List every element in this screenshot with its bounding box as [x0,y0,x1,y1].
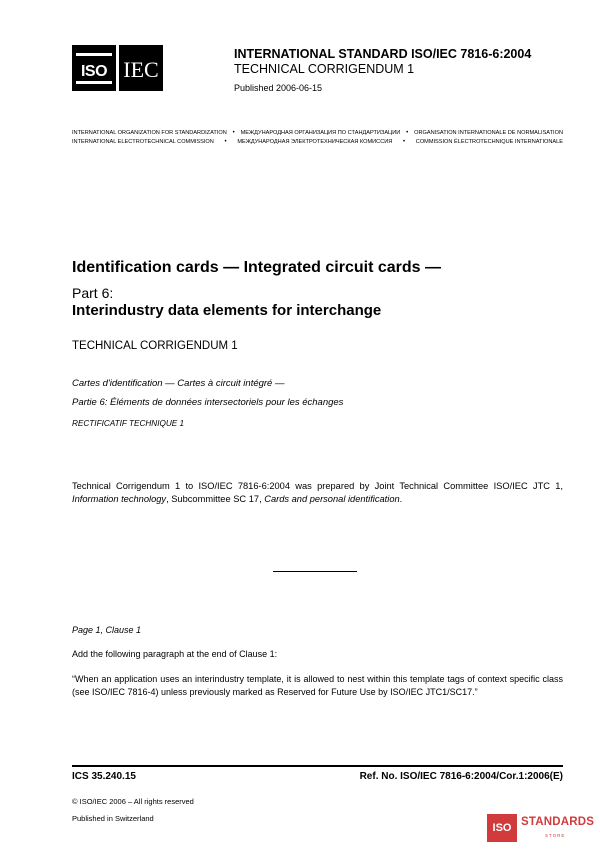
french-corrigendum-label: RECTIFICATIF TECHNIQUE 1 [72,419,185,428]
clause-reference: Page 1, Clause 1 [72,625,142,635]
org-separator: • [406,130,409,136]
intro-text-1: Technical Corrigendum 1 to ISO/IEC 7816-6:2004 was prepared by Joint Technical Committee ISO/IEC JTC 1, [72,481,563,491]
org-separator: • [402,139,406,145]
org-iso-en: INTERNATIONAL ORGANIZATION FOR STANDARDIZATION [72,130,227,136]
org-iec-en: INTERNATIONAL ELECTROTECHNICAL COMMISSION [72,139,214,145]
reference-number: Ref. No. ISO/IEC 7816-6:2004/Cor.1:2006(E) [359,771,563,782]
ics-code: ICS 35.240.15 [72,771,136,782]
iec-logo-text: IEC [123,57,159,82]
intro-text-3: . [399,494,403,504]
iso-store-watermark [487,814,595,842]
quoted-paragraph: “When an application uses an interindustry template, it is allowed to nest within this template tags of context specific class (see ISO/IEC 7816-4) unless previously marked as Reserved for Future Use by ISO/IEC JTC1/SC17.” [72,674,563,697]
iso-logo-text: ISO [80,63,108,80]
french-part-title: Partie 6: Éléments de données intersectoriels pour les échanges [72,397,344,408]
store-label: STANDARDS [521,816,595,828]
store-iso-badge: ISO [487,814,517,842]
document-title: Identification cards — Integrated circuit cards — [72,259,441,276]
standard-title: INTERNATIONAL STANDARD ISO/IEC 7816-6:2004 [234,47,532,61]
french-title: Cartes d'identification — Cartes à circuit intégré — [72,378,285,389]
org-iso-ru: МЕЖДУНАРОДНАЯ ОРГАНИЗАЦИЯ ПО СТАНДАРТИЗАЦИИ [240,130,401,136]
part-title: Interindustry data elements for interchange [72,302,382,319]
org-iso-fr: ORGANISATION INTERNATIONALE DE NORMALISATION [414,130,563,136]
corrigendum-label: TECHNICAL CORRIGENDUM 1 [234,62,415,76]
published-in: Published in Switzerland [72,814,154,823]
iso-logo [72,45,116,91]
intro-paragraph [72,480,563,506]
published-date: Published 2006-06-15 [234,83,323,93]
org-line-2 [72,139,563,145]
footer-rule [72,765,563,767]
org-separator: • [224,139,227,145]
iec-logo [119,45,163,91]
technical-corrigendum-label: TECHNICAL CORRIGENDUM 1 [72,340,238,352]
org-separator: • [232,130,235,136]
instruction-text: Add the following paragraph at the end of Clause 1: [72,649,278,659]
intro-text-2: , Subcommittee SC 17, [166,494,265,504]
org-line-1 [72,130,563,136]
copyright-notice: © ISO/IEC 2006 – All rights reserved [72,797,194,806]
org-iec-fr: COMMISSION ÉLECTROTECHNIQUE INTERNATIONALE [415,139,563,145]
store-sublabel: STORE [545,833,566,838]
section-divider [273,571,357,572]
iso-logo-bar-top [76,53,112,56]
iso-logo-bar-bottom [76,81,112,84]
intro-italic-1: Information technology [72,494,167,504]
org-iec-ru: МЕЖДУНАРОДНАЯ ЭЛЕКТРОТЕХНИЧЕСКАЯ КОМИССИЯ [237,139,393,145]
intro-italic-2: Cards and personal identification [264,494,400,504]
part-number: Part 6: [72,285,114,301]
